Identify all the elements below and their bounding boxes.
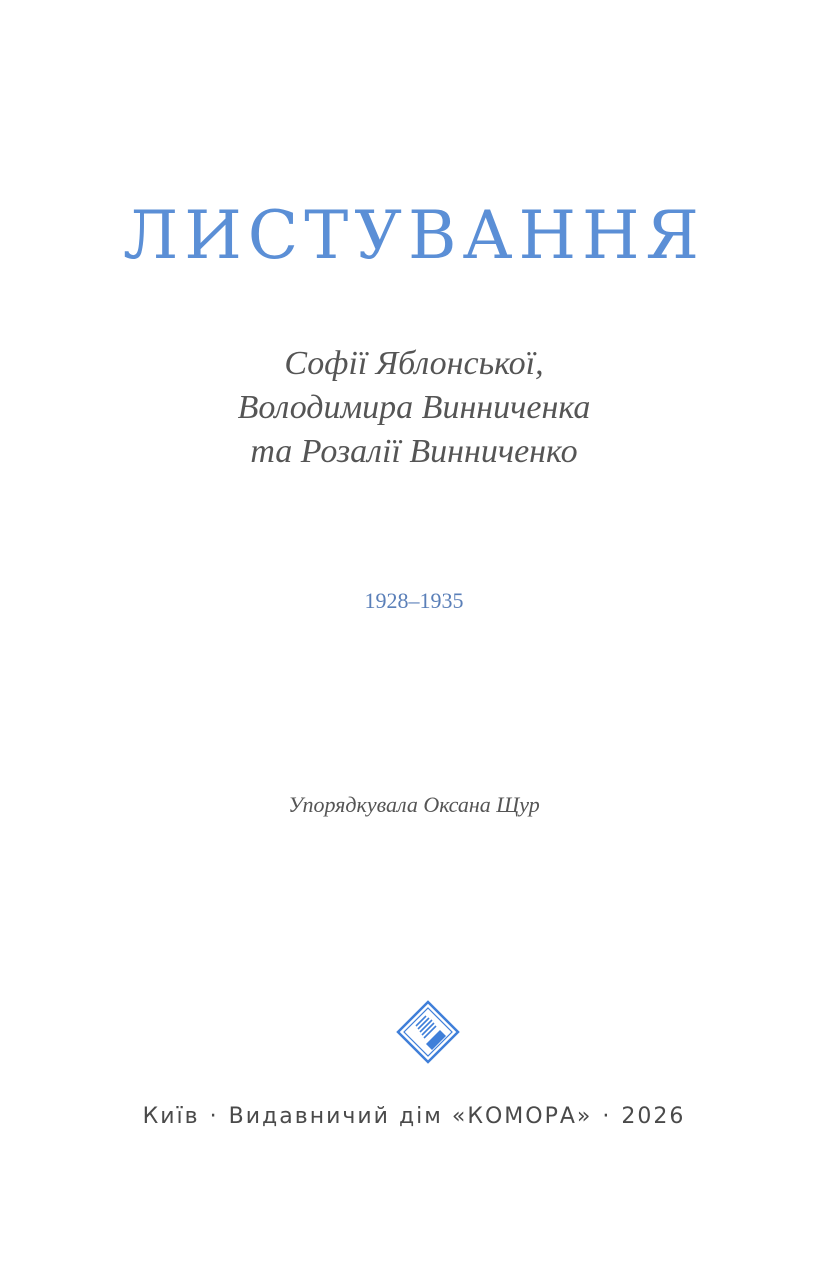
imprint-publisher: Видавничий дім «КОМОРА» <box>228 1104 593 1129</box>
imprint-city: Київ <box>142 1104 200 1129</box>
imprint-line <box>0 1104 828 1129</box>
imprint-separator-1: · <box>209 1104 219 1129</box>
publisher-diamond-logo-icon <box>396 1000 460 1064</box>
author-line-1: Софії Яблонської, <box>284 345 544 382</box>
book-title: ЛИСТУВАННЯ <box>123 197 705 274</box>
compiler-credit: Упорядкувала Оксана Щур <box>288 792 540 817</box>
authors-block <box>0 342 828 474</box>
author-line-3: та Розалії Винниченко <box>250 433 578 470</box>
imprint-year: 2026 <box>621 1104 686 1129</box>
imprint-separator-2: · <box>602 1104 612 1129</box>
years-range: 1928–1935 <box>364 588 464 613</box>
author-line-2: Володимира Винниченка <box>237 389 591 426</box>
